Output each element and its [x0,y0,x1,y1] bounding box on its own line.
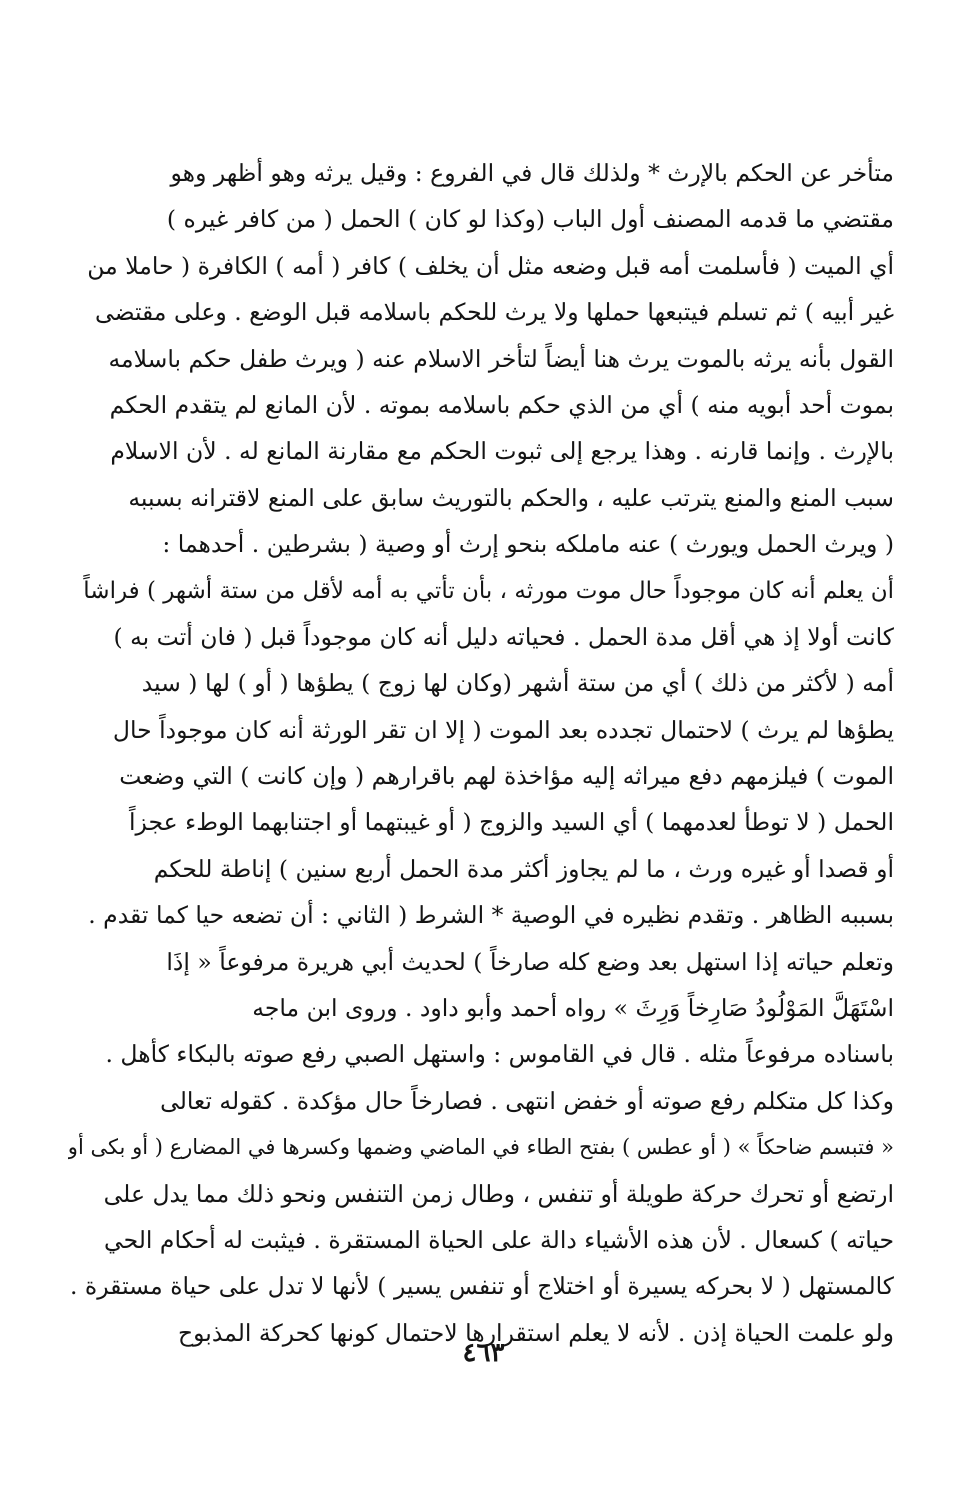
text-line: ولو علمت الحياة إذن . لأنه لا يعلم استقرارها لاحتمال كونها كحركة المذبوح [177,1318,894,1347]
text-line: باسناده مرفوعاً مثله . قال في القاموس : واستهل الصبي رفع صوته بالبكاء كأهل . [105,1040,894,1069]
text-line: أو قصدا أو غيره ورث ، ما لم يجاوز أكثر مدة الحمل أربع سنين ) إناطة للحكم [153,854,894,883]
page-number: ٤٦٣ [462,1338,505,1368]
text-line: الحمل ( لا توطأ لعدمهما ) أي السيد والزوج ( أو غيبتهما أو اجتنابهما الوطء عجزاً [129,808,894,837]
text-line: ( ويرث الحمل ويورث ) عنه ماملكه بنحو إرث أو وصية ( بشرطين . أحدهما : [162,530,894,559]
text-line: بالإرث . وإنما قارنه . وهذا يرجع إلى ثبوت الحكم مع مقارنة المانع له . لأن الاسلام [110,437,894,466]
text-line: القول بأنه يرثه بالموت يرث هنا أيضاً لتأخر الاسلام عنه ( ويرث طفل حكم باسلامه [108,344,894,373]
text-line: بموت أحد أبويه منه ) أي من الذي حكم باسلامه بموته . لأن المانع لم يتقدم الحكم [109,390,894,419]
text-line: ارتضع أو تحرك حركة طويلة أو تنفس ، وطال زمن التنفس ونحو ذلك مما يدل على [103,1179,894,1208]
text-line: أمه ( لأكثر من ذلك ) أي من ستة أشهر (وكان لها زوج ) يطؤها ( أو ) لها ( سيد [141,669,894,698]
text-line: بسببه الظاهر . وتقدم نظيره في الوصية * الشرط ( الثاني : أن تضعه حيا كما تقدم . [88,901,894,930]
text-line: الموت ) فيلزمهم دفع ميراثه إليه مؤاخذة لهم باقرارهم ( وإن كانت ) التي وضعت [119,762,894,791]
text-line: أن يعلم أنه كان موجوداً حال موت مورثه ، بأن تأتي به أمه لأقل من ستة أشهر ) فراشاً [83,577,894,604]
text-line: حياته ) كسعال . لأن هذه الأشياء دالة على الحياة المستقرة . فيثبت له أحكام الحي [103,1225,894,1254]
text-line: كانت أولا إذ هي أقل مدة الحمل . فحياته دليل أنه كان موجوداً قبل ( فان أتت به ) [113,622,894,651]
text-line: يطؤها لم يرث ) لاحتمال تجدده بعد الموت ( إلا ان تقر الورثة أنه كان موجوداً حال [112,715,894,744]
text-line: وتعلم حياته إذا استهل بعد وضع كله صارخاً ) لحديث أبي هريرة مرفوعاً « إذَا [166,947,894,976]
text-line: مقتضي ما قدمه المصنف أول الباب (وكذا لو كان ) الحمل ( من كافر غيره ) [166,205,894,234]
text-line: غير أبيه ) ثم تسلم فيتبعها حملها ولا يرث للحكم باسلامه قبل الوضع . وعلى مقتضى [94,298,894,327]
text-line: وكذا كل متكلم رفع صوته أو خفض انتهى . فصارخاً حال مؤكدة . كقوله تعالى [160,1086,894,1115]
text-line: اسْتَهَلَّ المَوْلُودُ صَارِخاً وَرِثَ » رواه أحمد وأبو داود . وروى ابن ماجه [252,994,894,1023]
text-line: متأخر عن الحكم بالإرث * ولذلك قال في الفروع : وقيل يرثه وهو أظهر وهو [170,159,894,187]
text-line: سبب المنع والمنع يترتب عليه ، والحكم بالتوريث سابق على المنع لاقترانه بسببه [128,483,894,512]
text-line: « فتبسم ضاحكاً » ( أو عطس ) بفتح الطاء في الماضي وضمها وكسرها في المضارع ( أو بكى أو [68,1135,894,1160]
text-line: أي الميت ( فأسلمت أمه قبل وضعه مثل أن يخلف ) كافر ( أمه ) الكافرة ( حاملا من [87,251,894,280]
body-text [68,150,894,1356]
text-line: كالمستهل ( لا بحركه يسيرة أو اختلاج أو تنفس يسير ) لأنها لا تدل على حياة مستقرة . [69,1272,894,1301]
